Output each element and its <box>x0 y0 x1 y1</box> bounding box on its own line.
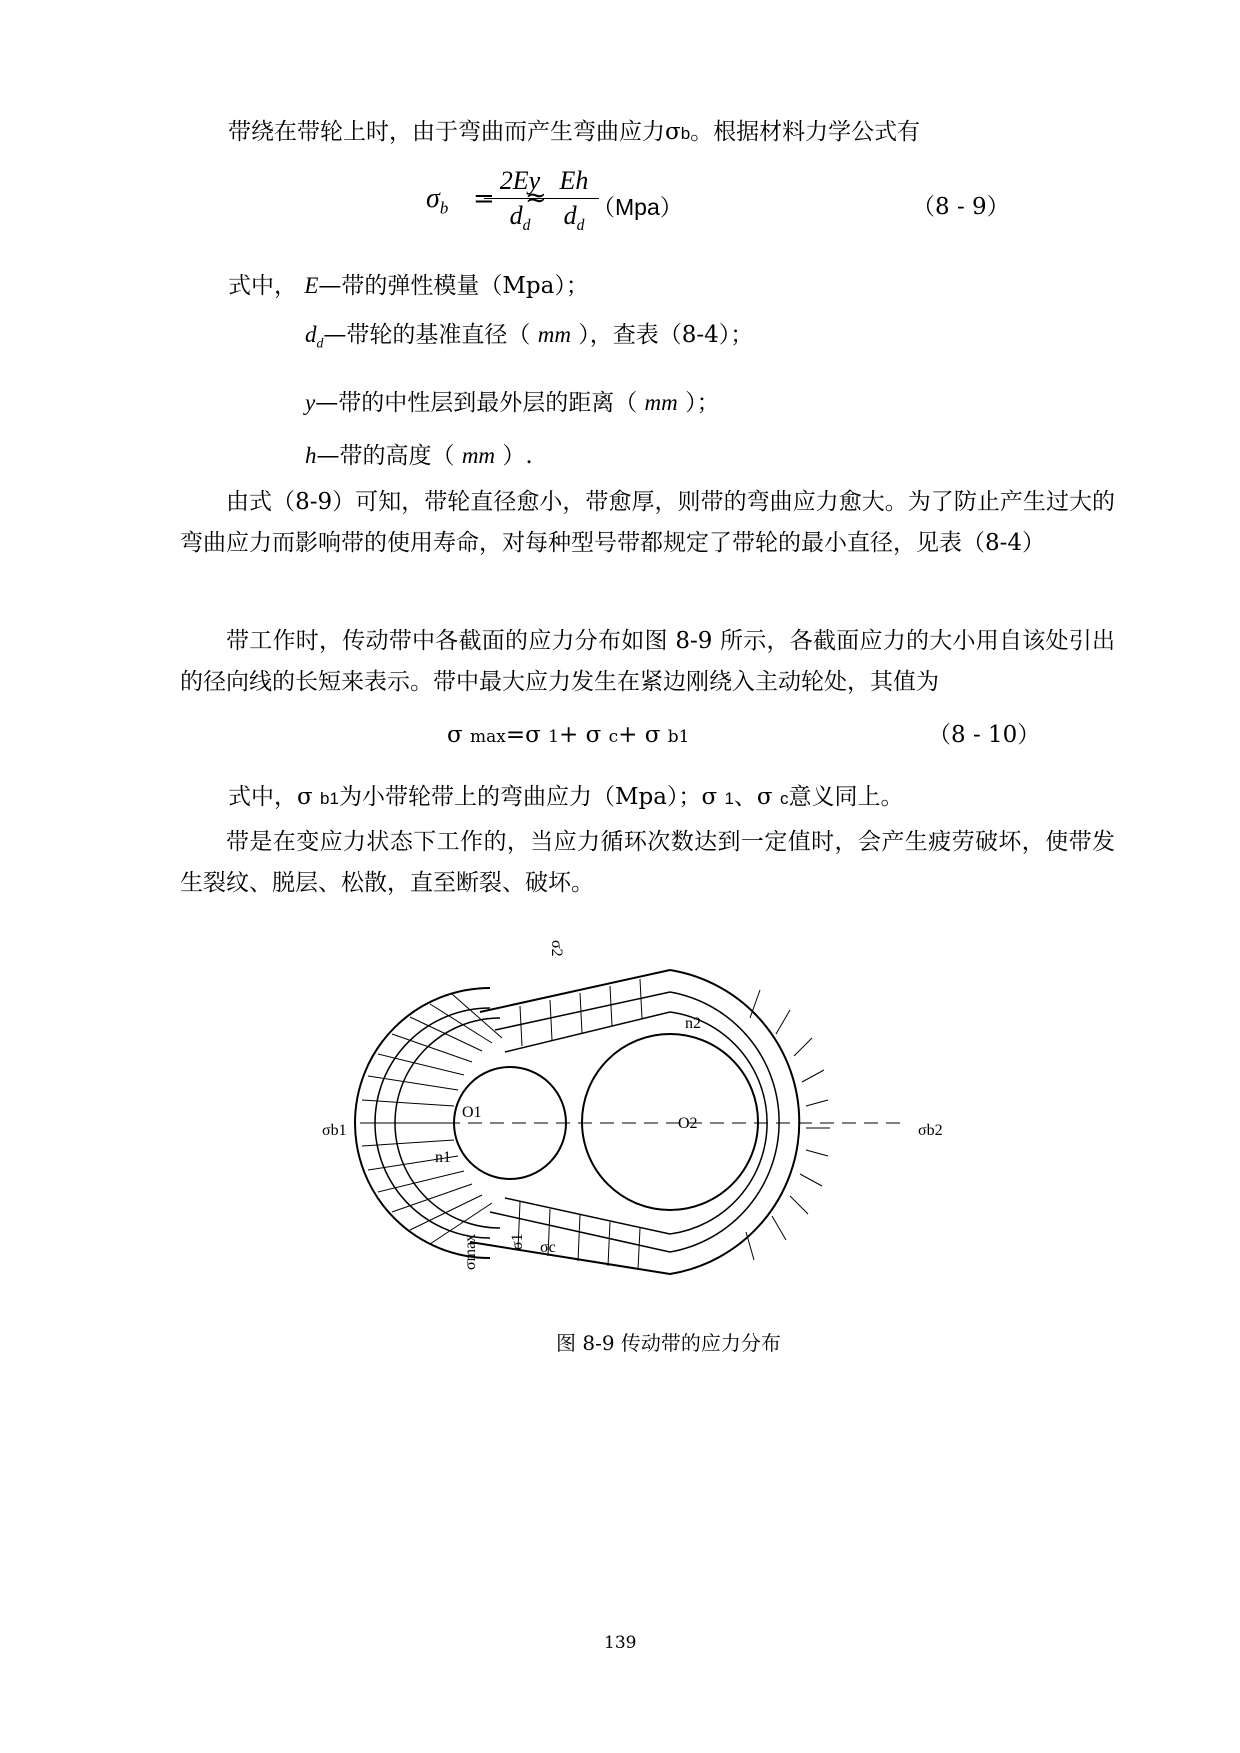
figure-caption: 图 8-9 传动带的应力分布 <box>556 1331 781 1355</box>
eq-lhs: $\sigma_b$ <box>426 183 449 218</box>
eq-number-8-10: （8 - 10） <box>928 722 1041 748</box>
fraction-1: 2Ey $d_d$ <box>484 164 556 233</box>
label-o2: O2 <box>678 1115 698 1132</box>
paragraph-1: 由式（8-9）可知，带轮直径愈小，带愈厚，则带的弯曲应力愈大。为了防止产生过大的弯曲应力而影响带的使用寿命，对每种型号带都规定了带轮的最小直径，见表（8-4） <box>180 489 1115 556</box>
fraction-2: Eh $d_d$ <box>549 164 599 233</box>
belt-outline <box>355 970 799 1274</box>
label-sigma-2: σ2 <box>548 940 565 957</box>
sigma-subscript: b <box>680 124 691 143</box>
paragraph-2: 带工作时，传动带中各截面的应力分布如图 8-9 所示，各截面应力的大小用自该处引出的径向线的长短来表示。带中最大应力发生在紧边刚绕入主动轮处，其值为 <box>180 628 1115 695</box>
def-E: 式中， E—带的弹性模量（Mpa）； <box>228 273 589 299</box>
eq-unit: （Mpa） <box>592 194 683 220</box>
paragraph-3: 带是在变应力状态下工作的，当应力循环次数达到一定值时，会产生疲劳破坏，使带发生裂纹、脱层、松散，直至断裂、破坏。 <box>180 829 1115 896</box>
intro-text: 带绕在带轮上时，由于弯曲而产生弯曲应力 <box>228 119 665 145</box>
sigma-symbol: σ <box>665 119 681 145</box>
eq-number-8-9: （8 - 9） <box>912 194 1010 220</box>
label-sigma-max: σmax <box>462 1233 479 1270</box>
eq-approx: ≈ <box>525 183 547 213</box>
label-sigma-c: σc <box>540 1239 556 1256</box>
label-n1: n1 <box>435 1149 451 1166</box>
page-number: 139 <box>604 1633 637 1653</box>
belt-stress-diagram <box>322 930 960 1310</box>
tight-span-outer <box>470 1242 670 1274</box>
def-sigma-b1: 式中，σ b1为小带轮带上的弯曲应力（Mpa）；σ 1、σ c意义同上。 <box>228 784 904 810</box>
def-dd: $d_d—$带轮的基准直径（ mm ），查表（8-4）； <box>305 322 754 351</box>
def-y: y—带的中性层到最外层的距离（ mm ）； <box>305 390 720 416</box>
large-pulley <box>582 1034 758 1210</box>
label-sigma-b1: σb1 <box>322 1122 347 1139</box>
label-n2: n2 <box>685 1015 701 1032</box>
def-h: h—带的高度（ mm ）. <box>305 443 533 469</box>
label-o1: O1 <box>462 1104 482 1121</box>
equation-8-10: σ max=σ 1+ σ c+ σ b1 <box>447 722 690 748</box>
label-sigma-b2: σb2 <box>918 1122 943 1139</box>
eq-equals: = <box>473 184 495 214</box>
label-sigma-1: σ1 <box>509 1233 526 1250</box>
intro-tail: 。根据材料力学公式有 <box>690 119 921 145</box>
slack-span-inner <box>505 1012 670 1052</box>
tight-span-inner <box>505 1198 670 1234</box>
intro-line <box>228 117 920 149</box>
